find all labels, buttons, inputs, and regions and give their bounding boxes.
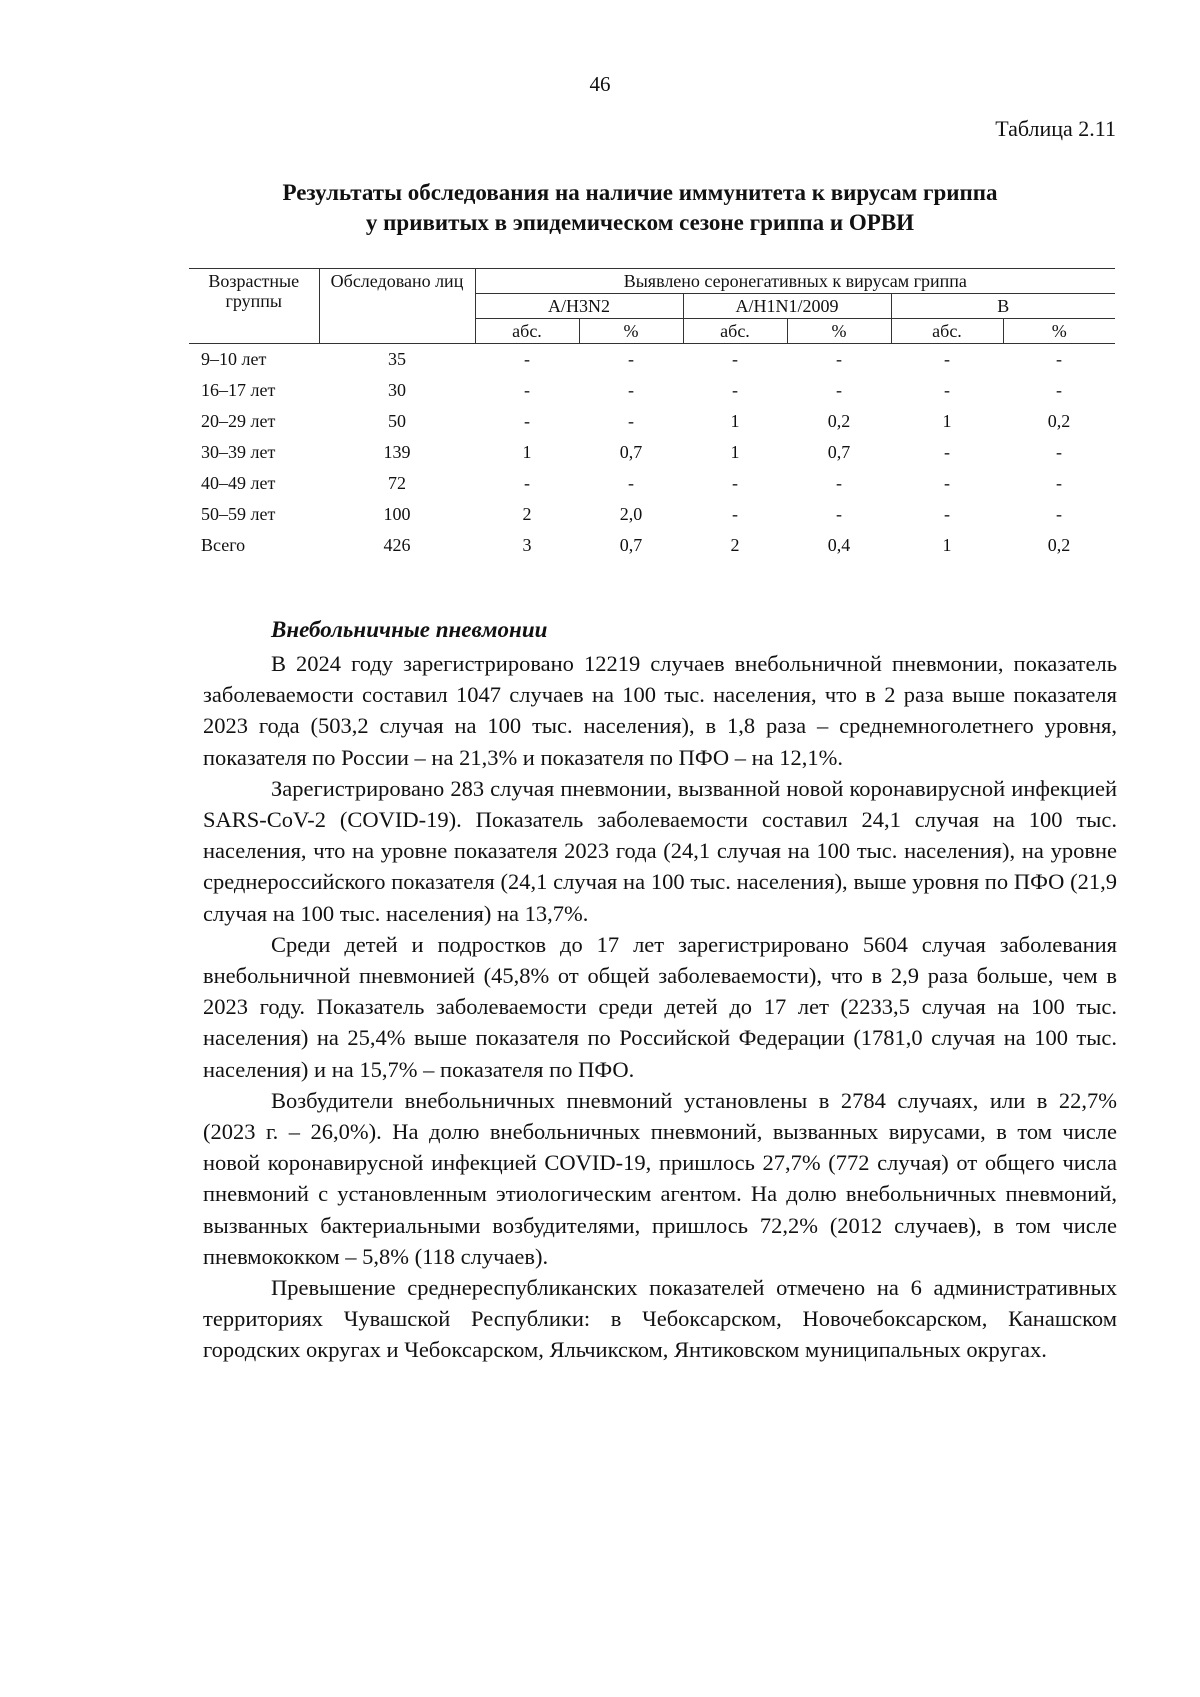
cell-h3n2-abs: - (524, 380, 530, 400)
cell-b-pct: 0,2 (1047, 535, 1071, 555)
cell-age: 30–39 лет (201, 442, 276, 462)
cell-b-pct: - (1056, 442, 1063, 462)
paragraph: В 2024 году зарегистрировано 12219 случаев внебольничной пневмонии, показатель заболеваемости составил 1047 случаев на 100 тыс. населения, что в 2 раза выше показателя 2023 года (503,2 случая на 100 тыс. населения), в 1,8 раза – среднемноголетнего уровня, показателя по России – на 21,3% и показателя по ПФО – на 12,1%. (203, 651, 1117, 770)
table-row (189, 437, 1115, 468)
header-strain-h1n1: A/H1N1/2009 (683, 294, 891, 319)
cell-h3n2-abs: - (524, 349, 530, 369)
cell-examined: 426 (383, 535, 411, 555)
table-row (189, 344, 1115, 376)
cell-h3n2-pct: - (628, 349, 634, 369)
cell-h1n1-pct: 0,4 (827, 535, 851, 555)
header-pct: % (1003, 319, 1115, 344)
cell-h1n1-pct: - (836, 473, 842, 493)
cell-examined: 30 (388, 380, 406, 400)
cell-age: 50–59 лет (201, 504, 276, 524)
table-title-line-1: Результаты обследования на наличие иммунитета к вирусам гриппа (282, 180, 998, 205)
cell-h1n1-pct: 0,7 (827, 442, 851, 462)
paragraph: Превышение среднереспубликанских показателей отмечено на 6 административных территориях Чувашской Республики: в Чебоксарском, Новочебоксарском, Канашском городских округах и Чебоксарском, Яльчикском, Янтиковском муниципальных округах. (203, 1275, 1117, 1363)
cell-h1n1-abs: - (732, 380, 738, 400)
cell-h3n2-abs: 3 (522, 535, 532, 555)
header-age-groups: Возрастные группы (189, 269, 319, 344)
cell-examined: 139 (383, 442, 411, 462)
cell-age: 40–49 лет (201, 473, 276, 493)
cell-h3n2-pct: - (628, 473, 634, 493)
header-seronegative: Выявлено серонегативных к вирусам гриппа (475, 269, 1115, 294)
cell-h3n2-pct: - (628, 411, 634, 431)
cell-b-pct: - (1056, 504, 1063, 524)
cell-h3n2-pct: - (628, 380, 634, 400)
cell-b-abs: 1 (942, 535, 952, 555)
paragraph: Среди детей и подростков до 17 лет зарегистрировано 5604 случая заболевания внебольничной пневмонией (45,8% от общей заболеваемости), что в 2,9 раза больше, чем в 2023 году. Показатель заболеваемости среди детей до 17 лет (2233,5 случая на 100 тыс. населения) на 25,4% выше показателя по Российской Федерации (1781,0 случая на 100 тыс. населения) и на 15,7% – показателя по ПФО. (203, 931, 1117, 1082)
cell-h1n1-abs: - (732, 504, 738, 524)
cell-h1n1-abs: 1 (730, 442, 740, 462)
paragraph: Возбудители внебольничных пневмоний установлены в 2784 случаях, или в 22,7% (2023 г. – 26,0%). На долю внебольничных пневмоний, вызванных вирусами, в том числе новой коронавирусной инфекцией COVID-19, пришлось 27,7% (772 случая) от общего числа пневмоний с установленным этиологическим агентом. На долю внебольничных пневмоний, вызванных бактериальными возбудителями, пришлось 72,2% (2012 случаев), в том числе пневмококком – 5,8% (118 случаев). (203, 1087, 1117, 1269)
cell-age: 16–17 лет (201, 380, 276, 400)
cell-h1n1-pct: - (836, 380, 842, 400)
header-abs: абс. (683, 319, 787, 344)
cell-h1n1-pct: - (836, 349, 842, 369)
body-text (203, 648, 1117, 1366)
header-abs: абс. (475, 319, 579, 344)
cell-examined: 72 (388, 473, 406, 493)
cell-age: 20–29 лет (201, 411, 276, 431)
cell-b-pct: - (1056, 380, 1063, 400)
header-pct: % (579, 319, 683, 344)
cell-b-abs: - (944, 504, 950, 524)
cell-b-pct: - (1056, 349, 1063, 369)
header-pct: % (787, 319, 891, 344)
cell-age: 9–10 лет (201, 349, 267, 369)
table-title (190, 178, 1090, 238)
cell-b-pct: 0,2 (1047, 411, 1071, 431)
cell-h3n2-pct: 0,7 (619, 442, 643, 462)
cell-h3n2-abs: 2 (522, 504, 532, 524)
cell-b-abs: - (944, 473, 950, 493)
cell-b-abs: 1 (942, 411, 952, 431)
section-heading: Внебольничные пневмонии (271, 617, 548, 642)
immunity-table (189, 268, 1115, 561)
cell-h1n1-pct: - (836, 504, 842, 524)
cell-age: Всего (201, 535, 246, 555)
cell-h3n2-pct: 2,0 (619, 504, 643, 524)
header-strain-h3n2: A/H3N2 (475, 294, 683, 319)
cell-h1n1-abs: - (732, 349, 738, 369)
cell-h3n2-abs: - (524, 411, 530, 431)
header-examined: Обследовано лиц (319, 269, 475, 344)
cell-b-abs: - (944, 380, 950, 400)
header-strain-b: B (891, 294, 1115, 319)
table-label: Таблица 2.11 (995, 116, 1116, 141)
table-row (189, 406, 1115, 437)
header-abs: абс. (891, 319, 1003, 344)
page-number: 46 (589, 72, 611, 96)
cell-h3n2-pct: 0,7 (619, 535, 643, 555)
cell-examined: 100 (383, 504, 411, 524)
cell-h1n1-abs: 2 (730, 535, 740, 555)
cell-b-abs: - (944, 442, 950, 462)
table-row (189, 468, 1115, 499)
cell-h3n2-abs: - (524, 473, 530, 493)
table-row (189, 499, 1115, 530)
cell-h3n2-abs: 1 (522, 442, 532, 462)
cell-examined: 35 (388, 349, 406, 369)
table-row (189, 375, 1115, 406)
cell-h1n1-pct: 0,2 (827, 411, 851, 431)
cell-h1n1-abs: 1 (730, 411, 740, 431)
paragraph: Зарегистрировано 283 случая пневмонии, вызванной новой коронавирусной инфекцией SARS-CoV-2 (COVID-19). Показатель заболеваемости составил 24,1 случая на 100 тыс. населения, что на уровне показателя 2023 года (24,1 случая на 100 тыс. населения), на уровне среднероссийского показателя (24,1 случая на 100 тыс. населения), выше уровня по ПФО (21,9 случая на 100 тыс. населения) на 13,7%. (203, 775, 1117, 926)
table-row-total (189, 530, 1115, 561)
cell-examined: 50 (388, 411, 406, 431)
cell-b-pct: - (1056, 473, 1063, 493)
table-title-line-2: у привитых в эпидемическом сезоне гриппа и ОРВИ (365, 210, 915, 235)
cell-b-abs: - (944, 349, 950, 369)
cell-h1n1-abs: - (732, 473, 738, 493)
